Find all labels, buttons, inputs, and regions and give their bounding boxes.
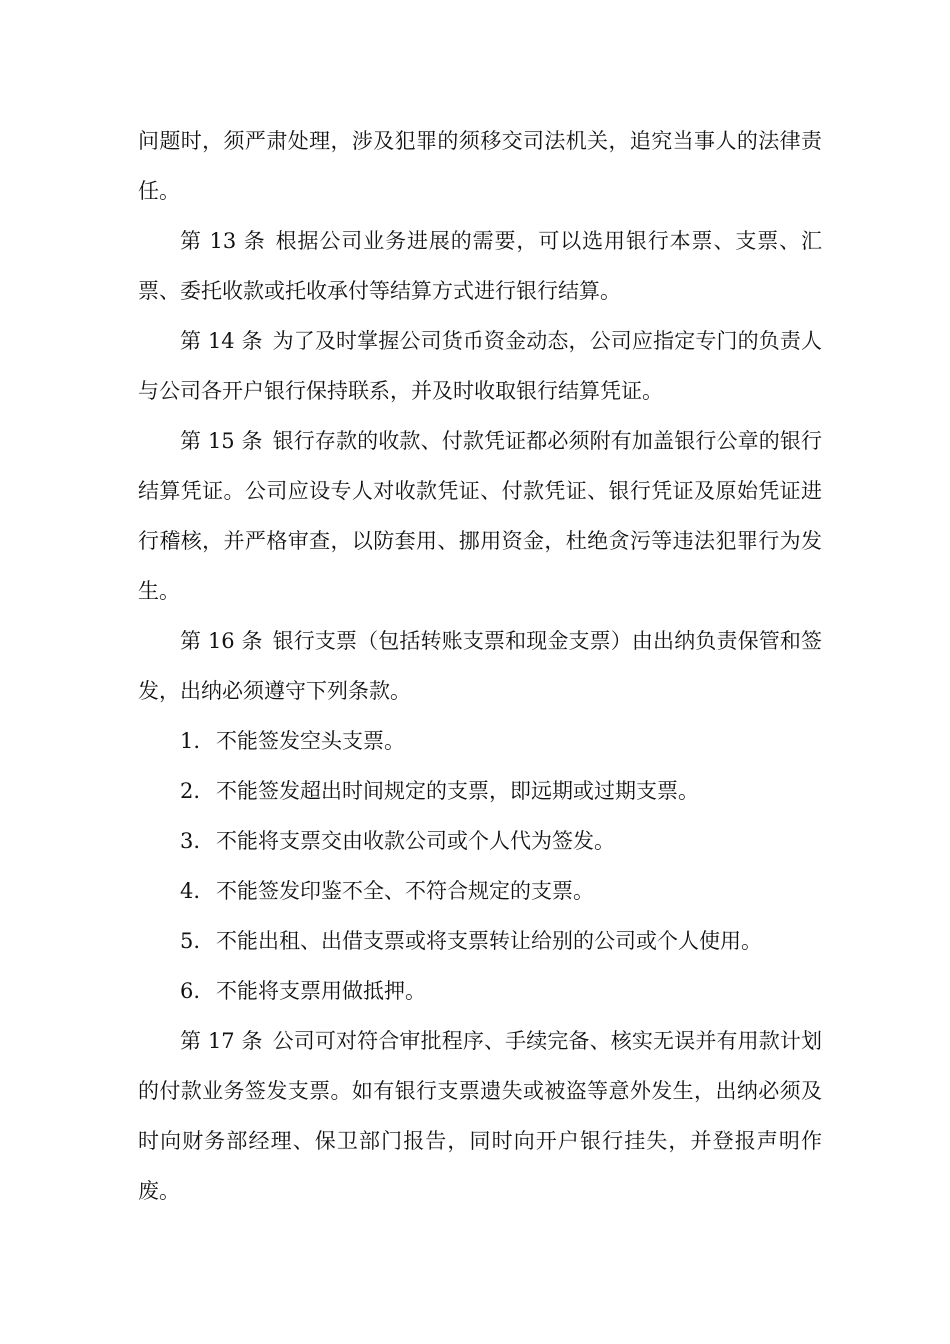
list-item bbox=[138, 816, 822, 866]
document-body bbox=[138, 116, 822, 1216]
article-17 bbox=[138, 1016, 822, 1216]
list-text: 不能将支票交由收款公司或个人代为签发。 bbox=[216, 829, 615, 853]
article-number: 第 13 条 bbox=[180, 229, 266, 253]
list-number: 2. bbox=[180, 779, 201, 803]
article-text: 根据公司业务进展的需要，可以选用银行本票、支票、汇票、委托收款或托收承付等结算方式进行银行结算。 bbox=[138, 229, 822, 303]
list-item bbox=[138, 766, 822, 816]
article-number: 第 17 条 bbox=[180, 1029, 263, 1053]
paragraph-text: 问题时，须严肃处理，涉及犯罪的须移交司法机关，追究当事人的法律责任。 bbox=[138, 129, 822, 203]
list-number: 5. bbox=[180, 929, 201, 953]
article-text: 为了及时掌握公司货币资金动态，公司应指定专门的负责人与公司各开户银行保持联系，并及时收取银行结算凭证。 bbox=[138, 329, 823, 403]
list-text: 不能将支票用做抵押。 bbox=[216, 979, 426, 1003]
list-number: 1. bbox=[180, 729, 201, 753]
list-item bbox=[138, 916, 822, 966]
list-item bbox=[138, 966, 822, 1016]
list-number: 6. bbox=[180, 979, 201, 1003]
article-text: 银行存款的收款、付款凭证都必须附有加盖银行公章的银行结算凭证。公司应设专人对收款凭证、付款凭证、银行凭证及原始凭证进行稽核，并严格审查，以防套用、挪用资金，杜绝贪污等违法犯罪行为发生。 bbox=[138, 429, 823, 603]
list-text: 不能签发印鉴不全、不符合规定的支票。 bbox=[216, 879, 594, 903]
article-number: 第 15 条 bbox=[180, 429, 263, 453]
article-13 bbox=[138, 216, 822, 316]
article-15 bbox=[138, 416, 822, 616]
paragraph-continuation bbox=[138, 116, 822, 216]
article-number: 第 14 条 bbox=[180, 329, 263, 353]
article-number: 第 16 条 bbox=[180, 629, 263, 653]
article-16 bbox=[138, 616, 822, 716]
list-text: 不能签发超出时间规定的支票，即远期或过期支票。 bbox=[216, 779, 699, 803]
list-item bbox=[138, 866, 822, 916]
list-text: 不能出租、出借支票或将支票转让给别的公司或个人使用。 bbox=[216, 929, 762, 953]
list-text: 不能签发空头支票。 bbox=[216, 729, 405, 753]
article-text: 银行支票（包括转账支票和现金支票）由出纳负责保管和签发，出纳必须遵守下列条款。 bbox=[138, 629, 823, 703]
list-number: 4. bbox=[180, 879, 201, 903]
article-text: 公司可对符合审批程序、手续完备、核实无误并有用款计划的付款业务签发支票。如有银行支票遗失或被盗等意外发生，出纳必须及时向财务部经理、保卫部门报告，同时向开户银行挂失，并登报声明作废。 bbox=[138, 1029, 823, 1203]
article-14 bbox=[138, 316, 822, 416]
list-number: 3. bbox=[180, 829, 201, 853]
list-item bbox=[138, 716, 822, 766]
